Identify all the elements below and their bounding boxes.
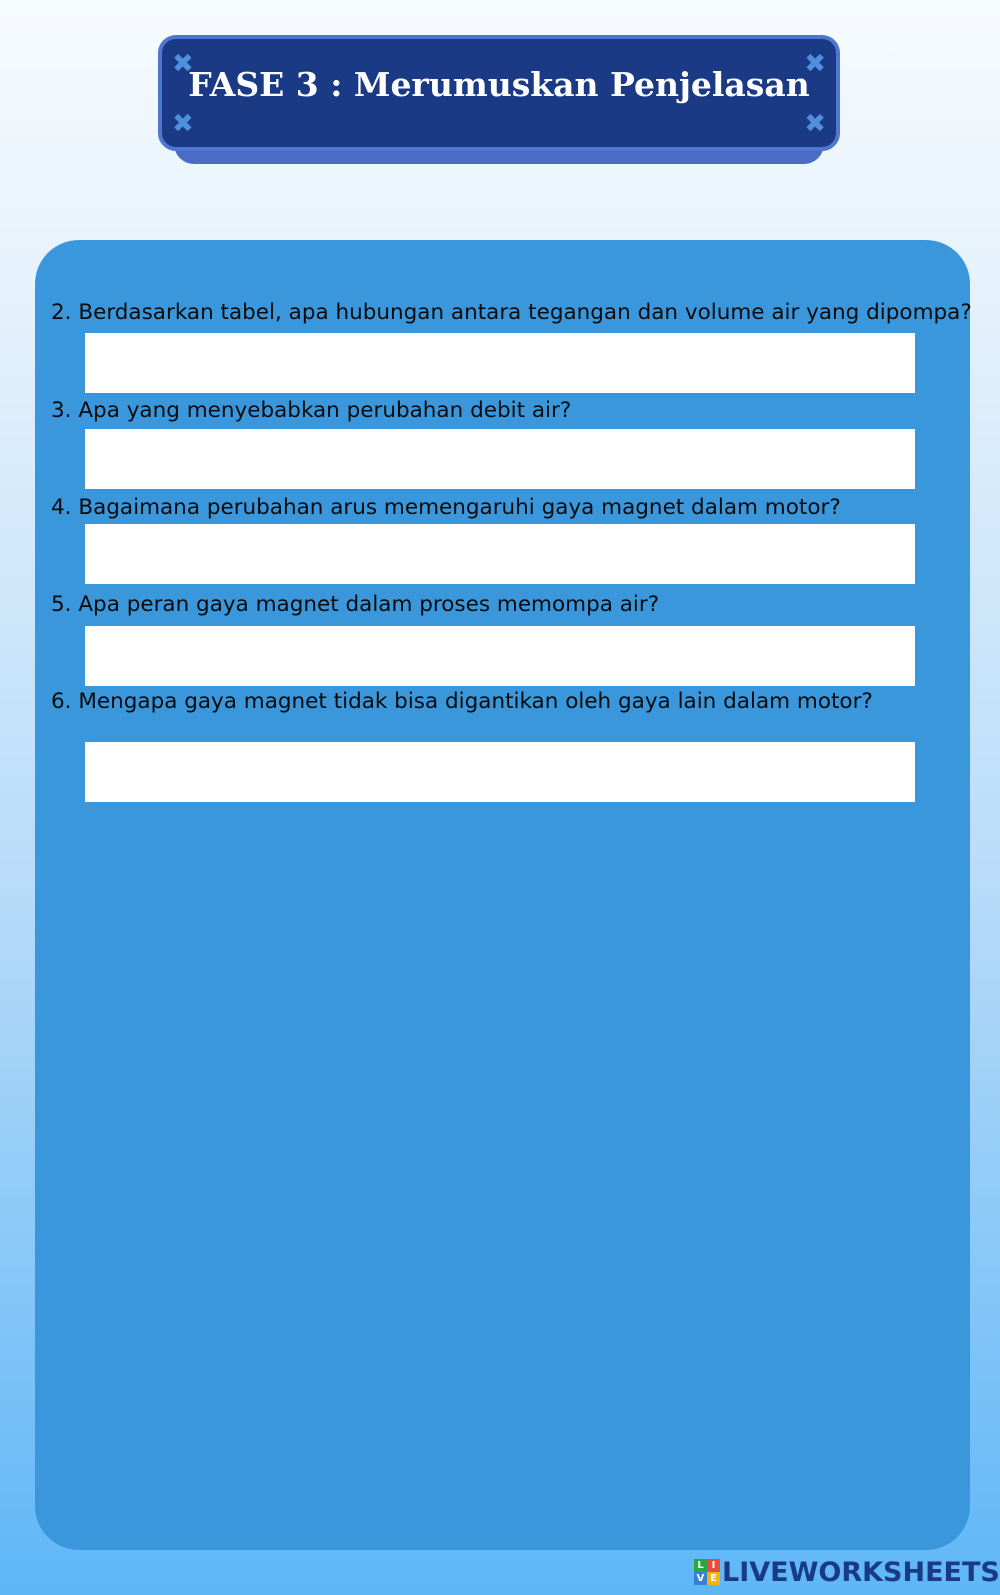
answer-input-2[interactable]: [85, 333, 915, 393]
question-2: 2. Berdasarkan tabel, apa hubungan antara tegangan dan volume air yang dipompa?: [51, 300, 972, 325]
x-cross-icon: ✖: [804, 109, 826, 139]
liveworksheets-brand[interactable]: [694, 1555, 1000, 1589]
x-cross-icon: ✖: [804, 49, 826, 79]
answer-input-4[interactable]: [85, 524, 915, 584]
page-title: FASE 3 : Merumuskan Penjelasan: [188, 65, 810, 104]
x-cross-icon: ✖: [172, 109, 194, 139]
liveworksheets-logo-icon: L I V E: [694, 1559, 720, 1585]
question-4: 4. Bagaimana perubahan arus memengaruhi gaya magnet dalam motor?: [51, 495, 841, 520]
title-banner: [158, 35, 840, 151]
answer-input-5[interactable]: [85, 626, 915, 686]
question-3: 3. Apa yang menyebabkan perubahan debit air?: [51, 398, 572, 423]
x-cross-icon: ✖: [172, 49, 194, 79]
question-6: 6. Mengapa gaya magnet tidak bisa digantikan oleh gaya lain dalam motor?: [51, 689, 873, 714]
answer-input-6[interactable]: [85, 742, 915, 802]
answer-input-3[interactable]: [85, 429, 915, 489]
brand-name: LIVEWORKSHEETS: [722, 1556, 1000, 1588]
question-5: 5. Apa peran gaya magnet dalam proses memompa air?: [51, 592, 660, 617]
